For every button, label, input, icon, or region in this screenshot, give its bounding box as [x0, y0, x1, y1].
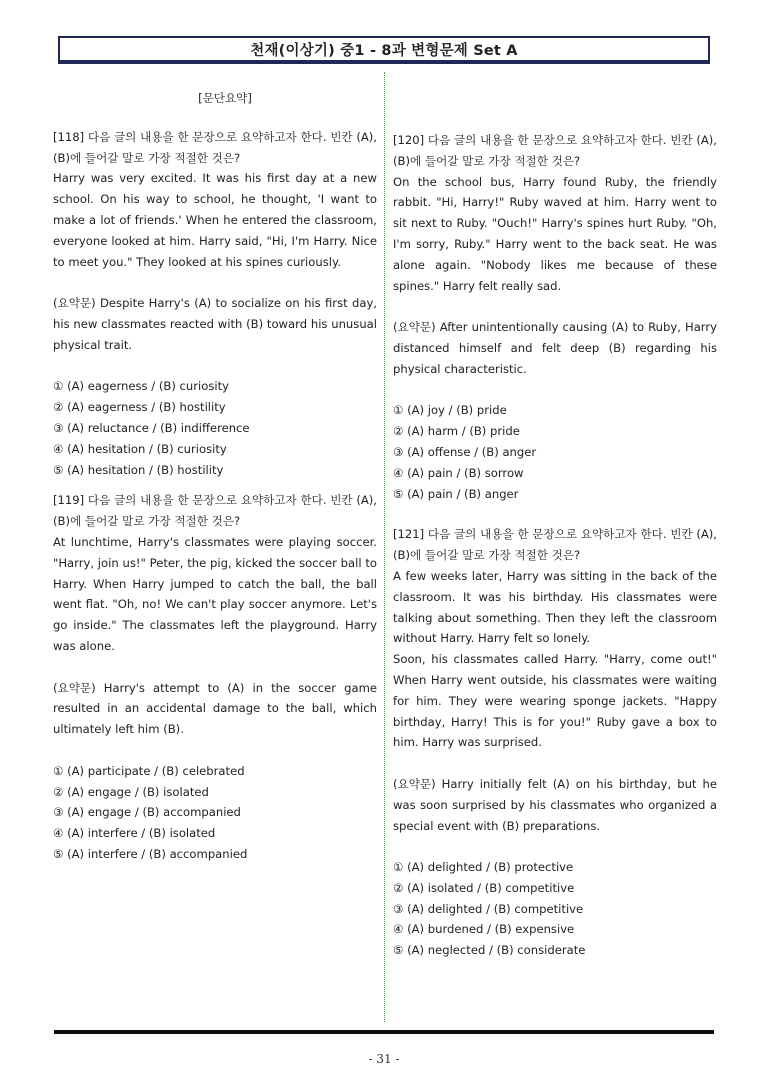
question-prompt: [121] 다음 글의 내용을 한 문장으로 요약하고자 한다. 빈칸 (A), (B)에 들어갈 말로 가장 적절한 것은?	[393, 527, 717, 563]
question-prompt: [118] 다음 글의 내용을 한 문장으로 요약하고자 한다. 빈칸 (A), (B)에 들어갈 말로 가장 적절한 것은?	[53, 129, 377, 165]
question-120	[393, 130, 717, 504]
question-prompt: [120] 다음 글의 내용을 한 문장으로 요약하고자 한다. 빈칸 (A), (B)에 들어갈 말로 가장 적절한 것은?	[393, 133, 717, 168]
answer-option[interactable]: ① (A) joy / (B) pride	[393, 403, 507, 418]
answer-option[interactable]: ③ (A) engage / (B) accompanied	[53, 805, 241, 820]
answer-option[interactable]: ⑤ (A) pain / (B) anger	[393, 486, 519, 501]
bottom-rule	[54, 1030, 714, 1034]
page-title: 천재(이상기) 중1 - 8과 변형문제 Set A	[250, 42, 518, 59]
answer-option[interactable]: ① (A) eagerness / (B) curiosity	[53, 379, 230, 394]
answer-option[interactable]: ③ (A) offense / (B) anger	[393, 444, 537, 459]
passage-paragraph: At lunchtime, Harry's classmates were playing soccer. "Harry, join us!" Peter, the pig, kicked the soccer ball to Harry. When Harry jumped to catch the ball, the ball went flat. "Oh, no! We can't play soccer anymore. Let's go inside." The classmates left the playground. Harry was alone.	[53, 534, 377, 653]
question-121	[393, 524, 717, 961]
answer-option[interactable]: ⑤ (A) interfere / (B) accompanied	[53, 846, 248, 861]
answer-option[interactable]: ③ (A) reluctance / (B) indifference	[53, 420, 250, 435]
summary-sentence: (요약문) After unintentionally causing (A) to Ruby, Harry distanced himself and felt deep (B) regarding his physical characteristic.	[393, 320, 717, 376]
question-119	[53, 490, 377, 864]
question-prompt: [119] 다음 글의 내용을 한 문장으로 요약하고자 한다. 빈칸 (A), (B)에 들어갈 말로 가장 적절한 것은?	[53, 493, 377, 529]
answer-option[interactable]: ① (A) delighted / (B) protective	[393, 860, 574, 875]
passage-paragraph: A few weeks later, Harry was sitting in the back of the classroom. It was his birthday. His classmates were talking about something. Then they left the classroom without Harry. Harry felt so lonely.	[393, 568, 717, 646]
question-118	[53, 127, 377, 481]
summary-sentence: (요약문) Despite Harry's (A) to socialize on his first day, his new classmates reacted with (B) toward his unusual physical trait.	[53, 296, 377, 352]
right-column	[393, 130, 717, 961]
summary-sentence: (요약문) Harry initially felt (A) on his birthday, but he was soon surprised by his classmates who organized a special event with (B) preparations.	[393, 776, 717, 833]
answer-option[interactable]: ④ (A) burdened / (B) expensive	[393, 922, 575, 937]
left-column	[53, 88, 377, 865]
answer-option[interactable]: ① (A) participate / (B) celebrated	[53, 763, 245, 778]
header-box	[58, 36, 710, 64]
passage-paragraph: On the school bus, Harry found Ruby, the friendly rabbit. "Hi, Harry!" Ruby waved at him. Harry went to sit next to Ruby. "Ouch!" Harry's spines hurt Ruby. "Oh, I'm sorry, Ruby." Harry went to the back seat. He was alone again. "Nobody likes me because of these spines." Harry felt really sad.	[393, 174, 717, 293]
page-number: - 31 -	[368, 1052, 400, 1066]
column-divider	[384, 72, 385, 1022]
answer-option[interactable]: ⑤ (A) neglected / (B) considerate	[393, 943, 586, 958]
summary-sentence: (요약문) Harry's attempt to (A) in the soccer game resulted in an accidental damage to the ball, which ultimately left him (B).	[53, 680, 377, 737]
answer-option[interactable]: ② (A) engage / (B) isolated	[53, 784, 209, 799]
answer-option[interactable]: ② (A) eagerness / (B) hostility	[53, 400, 226, 415]
answer-option[interactable]: ③ (A) delighted / (B) competitive	[393, 901, 584, 916]
passage-paragraph: Soon, his classmates called Harry. "Harry, come out!" When Harry went outside, his classmates were waiting for him. They were wearing sponge jackets. "Happy birthday, Harry! This is for you!" Ruby gave a box to him. Harry was surprised.	[393, 652, 717, 750]
answer-option[interactable]: ④ (A) interfere / (B) isolated	[53, 826, 216, 841]
answer-option[interactable]: ⑤ (A) hesitation / (B) hostility	[53, 462, 224, 477]
answer-option[interactable]: ④ (A) pain / (B) sorrow	[393, 465, 524, 480]
passage-paragraph: Harry was very excited. It was his first day at a new school. On his way to school, he thought, 'I want to make a lot of friends.' When he entered the classroom, everyone looked at him. Harry said, "Hi, I'm Harry. Nice to meet you." They looked at his spines curiously.	[53, 171, 377, 269]
answer-option[interactable]: ② (A) harm / (B) pride	[393, 424, 520, 439]
answer-option[interactable]: ④ (A) hesitation / (B) curiosity	[53, 441, 227, 456]
answer-option[interactable]: ② (A) isolated / (B) competitive	[393, 880, 575, 895]
section-label: [문단요약]	[198, 91, 252, 105]
